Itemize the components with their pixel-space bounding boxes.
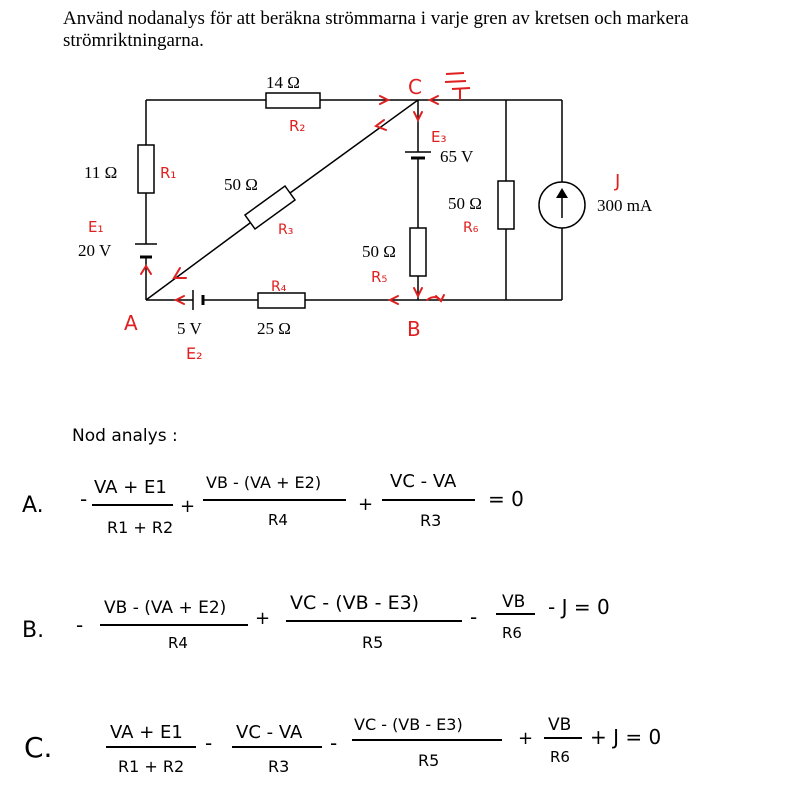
equation-a [22, 471, 524, 537]
battery-e2 [193, 290, 203, 310]
equation-tail: - J = 0 [548, 595, 610, 619]
equation-c [24, 715, 661, 776]
equation-tail: + J = 0 [590, 725, 662, 749]
term-denominator: R3 [268, 757, 290, 776]
term-sign: - [76, 613, 84, 637]
term-sign: + [180, 496, 196, 517]
term-numerator: VB [502, 592, 526, 612]
r6-tag: R₆ [463, 220, 479, 236]
term-numerator: VA + E1 [94, 477, 167, 498]
term-numerator: VC - (VB - E3) [354, 715, 463, 734]
e3-tag: E₃ [431, 128, 447, 146]
problem-statement: Använd nodanalys för att beräkna strömmarna i varje gren av kretsen och markera strömriktningarna. [63, 8, 689, 51]
r4-value: 25 Ω [257, 319, 291, 338]
resistor-r6 [498, 181, 514, 229]
term-numerator: VC - VA [390, 471, 457, 492]
term-numerator: VA + E1 [110, 722, 183, 743]
term-numerator: VB - (VA + E2) [104, 598, 227, 618]
term-numerator: VB - (VA + E2) [206, 473, 322, 492]
node-c-label: C [408, 75, 422, 99]
equation-label: C. [24, 731, 53, 764]
resistor-r5 [410, 228, 426, 276]
term-numerator: VC - (VB - E3) [290, 592, 420, 614]
j-tag: J [615, 171, 621, 192]
e2-tag: E₂ [186, 344, 203, 363]
term-sign: + [255, 608, 271, 629]
node-a-label: A [124, 311, 138, 335]
battery-e1 [135, 244, 157, 257]
r1-value: 11 Ω [84, 163, 118, 182]
r4-tag: R₄ [271, 279, 287, 295]
r2-value: 14 Ω [266, 73, 300, 92]
equation-label: B. [22, 618, 45, 643]
term-numerator: VC - VA [236, 722, 303, 743]
resistor-r1 [138, 145, 154, 193]
r5-tag: R₅ [371, 268, 388, 286]
term-sign: - [470, 605, 478, 629]
term-denominator: R5 [362, 633, 384, 652]
term-sign: - [80, 487, 88, 511]
r3-tag: R₃ [278, 222, 294, 238]
r3-value: 50 Ω [224, 175, 258, 194]
equation-b [22, 592, 610, 652]
term-denominator: R5 [418, 751, 440, 770]
term-sign: - [330, 731, 338, 755]
equation-tail: = 0 [488, 487, 524, 511]
term-denominator: R6 [502, 624, 522, 642]
resistor-r4 [258, 293, 305, 308]
term-denominator: R1 + R2 [118, 757, 185, 776]
r6-value: 50 Ω [448, 194, 482, 213]
j-value: 300 mA [597, 196, 653, 215]
term-denominator: R4 [168, 634, 188, 652]
term-sign: - [205, 731, 213, 755]
e3-value: 65 V [440, 147, 474, 166]
ground-icon [445, 73, 470, 100]
battery-e3 [405, 152, 431, 158]
node-b-label: B [407, 317, 421, 341]
term-numerator: VB [548, 715, 572, 735]
current-source-j [539, 182, 585, 228]
r5-value: 50 Ω [362, 242, 396, 261]
equation-label: A. [22, 493, 44, 518]
term-denominator: R4 [268, 511, 288, 529]
term-denominator: R6 [550, 748, 570, 766]
arrow-icon [174, 268, 186, 278]
e1-value: 20 V [78, 241, 112, 260]
notes-heading: Nod analys : [72, 426, 178, 446]
resistor-r2 [266, 93, 320, 108]
term-sign: + [358, 494, 374, 515]
r2-tag: R₂ [289, 117, 306, 135]
e1-tag: E₁ [88, 218, 104, 236]
term-denominator: R1 + R2 [107, 518, 174, 537]
e2-value: 5 V [177, 319, 202, 338]
term-denominator: R3 [420, 511, 442, 530]
r1-tag: R₁ [160, 164, 177, 182]
term-sign: + [518, 728, 534, 749]
